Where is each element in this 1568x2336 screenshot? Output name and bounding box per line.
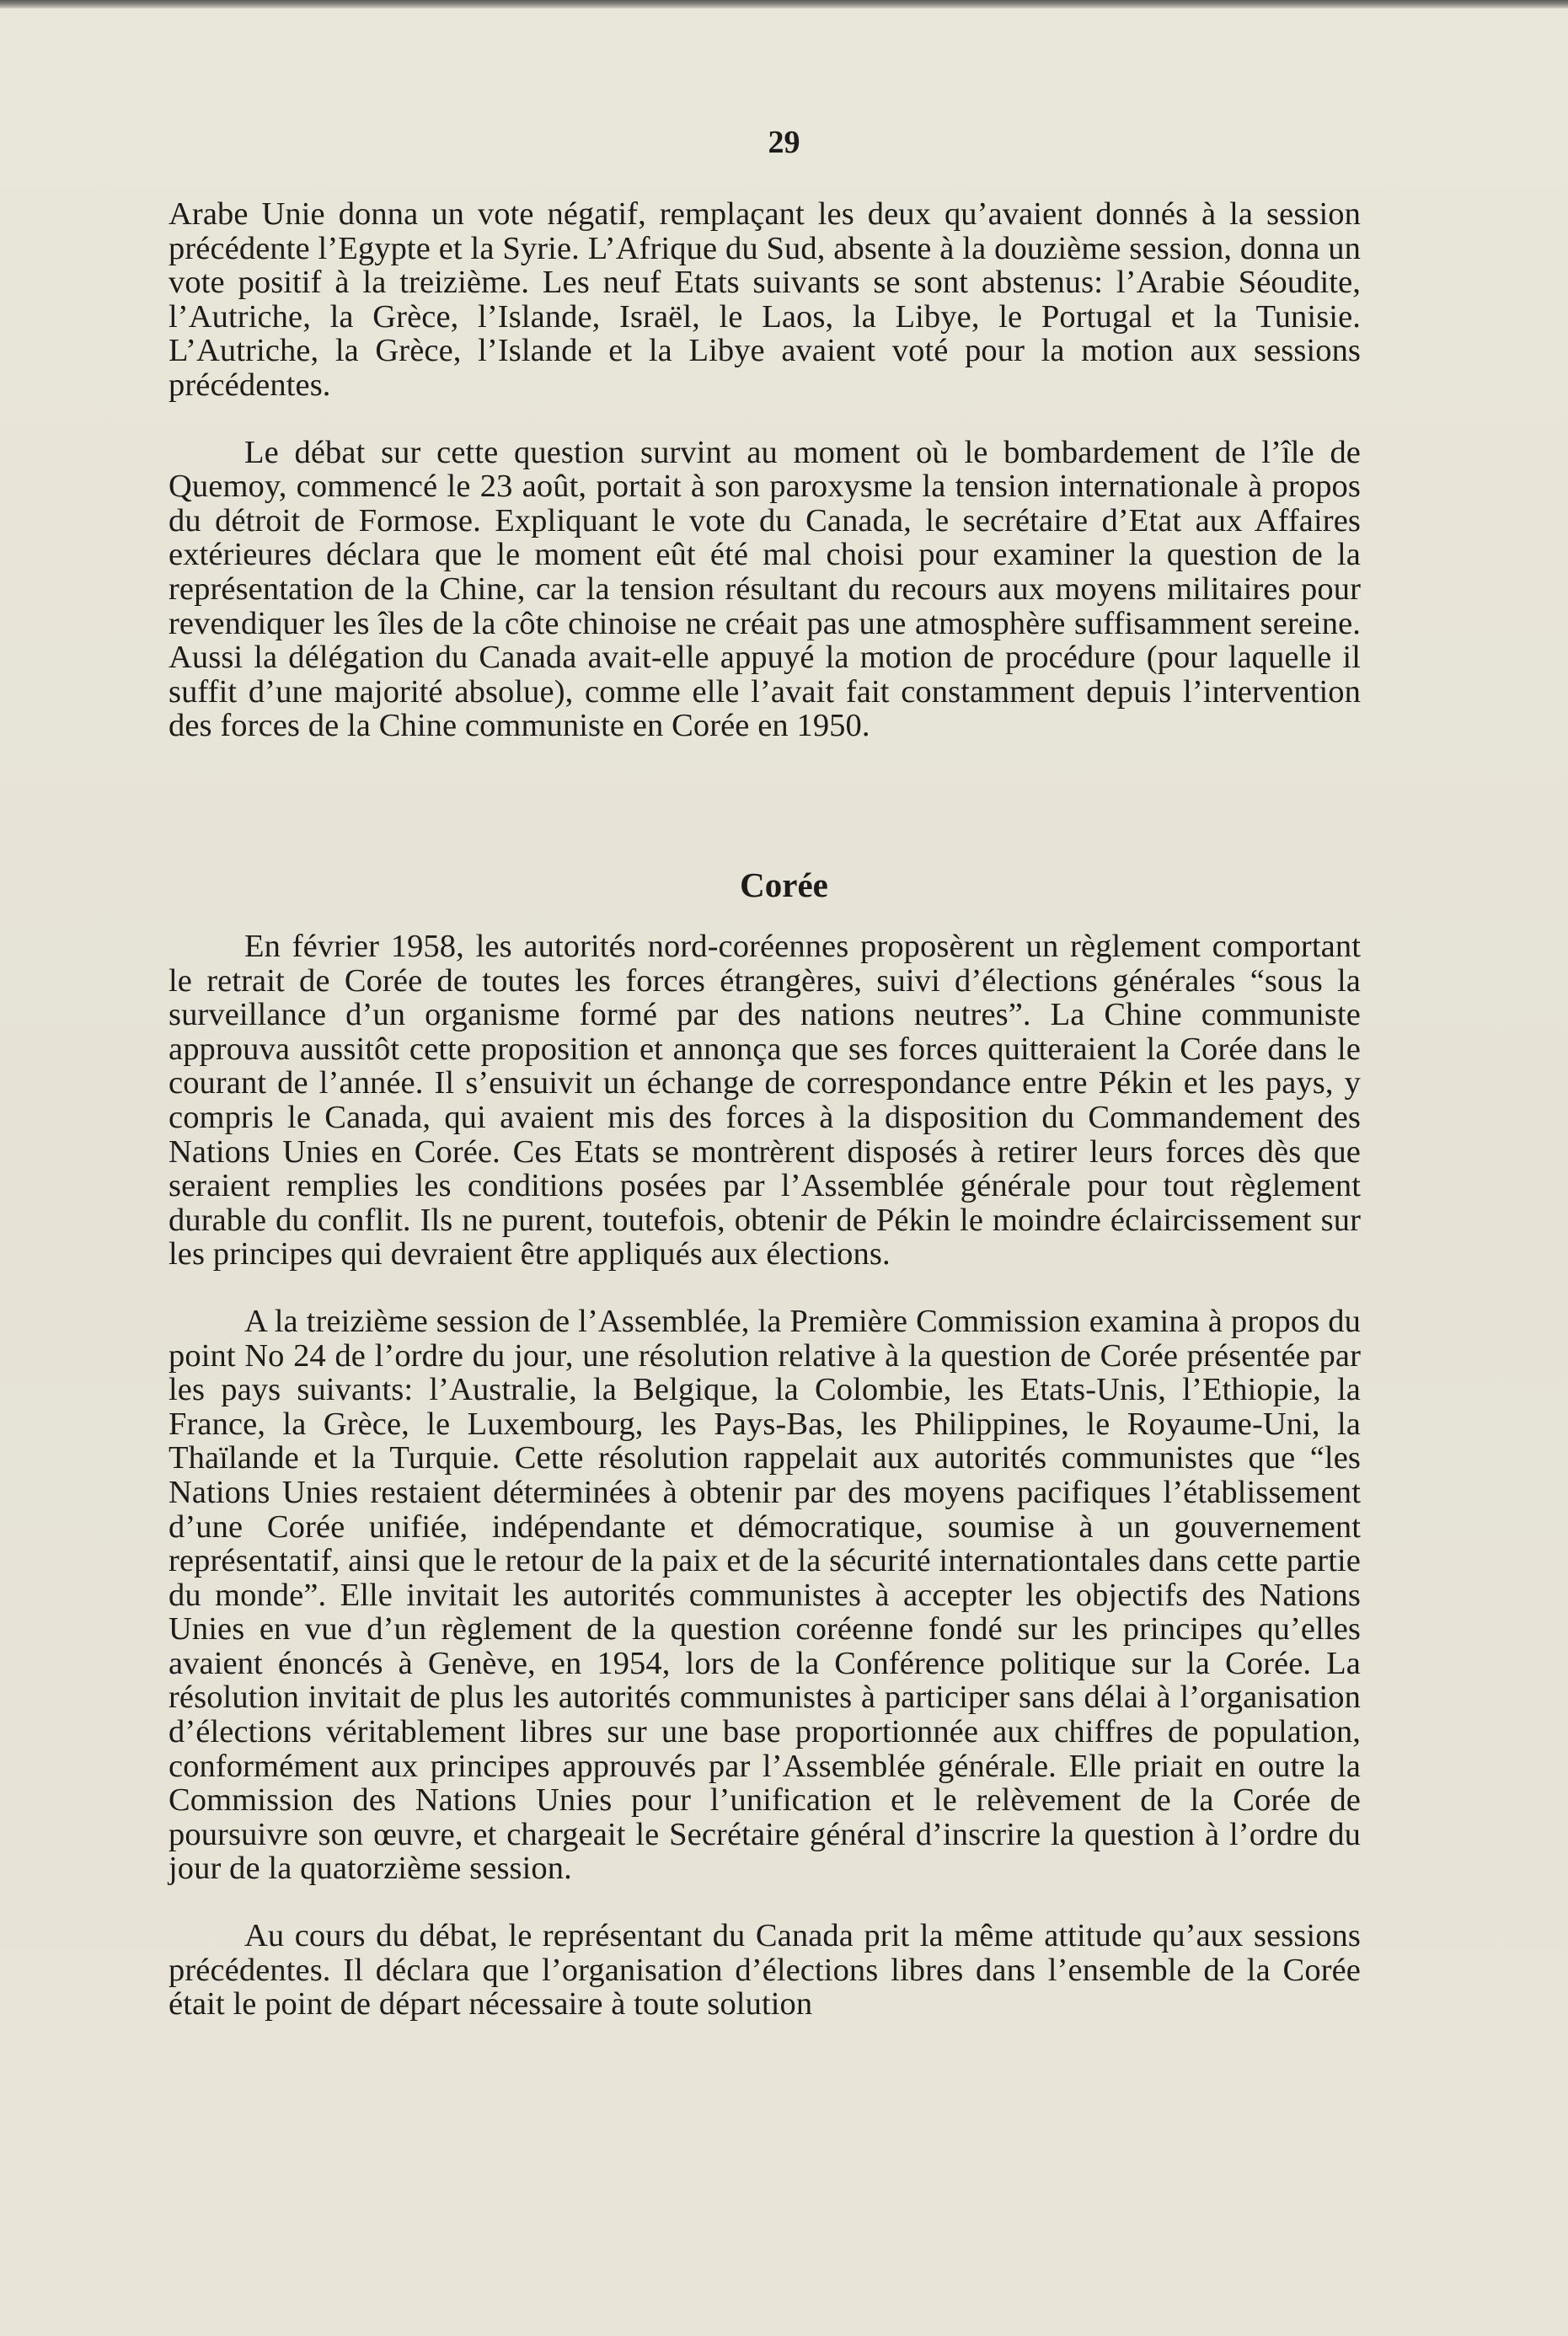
paragraph-2: Le débat sur cette question survint au moment où le bombardement de l’île de Quemoy, commencé le 23 août, portait à son paroxysme la tension internationale à propos du détroit de Formose. Expliquant le vote du Canada, le secrétaire d’Etat aux Affaires extérieures déclara que le moment eût été mal choisi pour examiner la question de la représentation de la Chine, car la tension résultant du recours aux moyens militaires pour revendiquer les îles de la côte chinoise ne créait pas une atmosphère suffisamment sereine. Aussi la délégation du Canada avait-elle appuyé la motion de procédure (pour laquelle il suffit d’une majorité absolue), comme elle l’avait fait constamment depuis l’intervention des forces de la Chine communiste en Corée en 1950. — [169, 434, 1361, 744]
section-heading-coree: Corée — [740, 865, 828, 904]
paragraph-1: Arabe Unie donna un vote négatif, remplaçant les deux qu’avaient donnés à la session précédente l’Egypte et la Syrie. L’Afrique du Sud, absente à la douzième session, donna un vote positif à la treizième. Les neuf Etats suivants se sont abstenus: l’Arabie Séoudite, l’Autriche, la Grèce, l’Islande, Israël, le Laos, la Libye, le Portugal et la Tunisie. L’Autriche, la Grèce, l’Islande et la Libye avaient voté pour la motion aux sessions précédentes. — [169, 196, 1361, 403]
section-2-body — [169, 930, 1361, 2022]
paragraph-3: En février 1958, les autorités nord-coréennes proposèrent un règlement comportant le retrait de Corée de toutes les forces étrangères, suivi d’élections générales “sous la surveillance d’un organisme formé par des nations neutres”. La Chine communiste approuva aussitôt cette proposition et annonça que ses forces quitteraient la Corée dans le courant de l’année. Il s’ensuivit un échange de correspondance entre Pékin et les pays, y compris le Canada, qui avaient mis des forces à la disposition du Commandement des Nations Unies en Corée. Ces Etats se montrèrent disposés à retirer leurs forces dès que seraient remplies les conditions posées par l’Assemblée générale pour tout règlement durable du conflit. Ils ne purent, toutefois, obtenir de Pékin le moindre éclaircissement sur les principes qui devraient être appliqués aux élections. — [169, 929, 1361, 1272]
section-1-body — [169, 197, 1361, 743]
paragraph-4: A la treizième session de l’Assemblée, la Première Commission examina à propos du point No 24 de l’ordre du jour, une résolution relative à la question de Corée présentée par les pays suivants: l’Australie, la Belgique, la Colombie, les Etats-Unis, l’Ethiopie, la France, la Grèce, le Luxembourg, les Pays-Bas, les Philippines, le Royaume-Uni, la Thaïlande et la Turquie. Cette résolution rappelait aux autorités communistes que “les Nations Unies restaient déterminées à obtenir par des moyens pacifiques l’établissement d’une Corée unifiée, indépendante et démocratique, soumise à un gouvernement représentatif, ainsi que le retour de la paix et de la sécurité internationtales dans cette partie du monde”. Elle invitait les autorités communistes à accepter les objectifs des Nations Unies en vue d’un règlement de la question coréenne fondé sur les principes qu’elles avaient énoncés à Genève, en 1954, lors de la Conférence politique sur la Corée. La résolution invitait de plus les autorités communistes à participer sans délai à l’organisation d’élections véritablement libres sur une base proportionnée aux chiffres de population, conformément aux principes approuvés par l’Assemblée générale. Elle priait en outre la Commission des Nations Unies pour l’unification et le relèvement de la Corée de poursuivre son œuvre, et chargeait le Secrétaire général d’inscrire la question à l’ordre du jour de la quatorzième session. — [169, 1303, 1361, 1887]
page-top-edge — [0, 0, 1568, 8]
page-number: 29 — [768, 125, 800, 160]
paragraph-5: Au cours du débat, le représentant du Canada prit la même attitude qu’aux sessions précédentes. Il déclara que l’organisation d’élections libres dans l’ensemble de la Corée était le point de départ nécessaire à toute solution — [169, 1918, 1361, 2023]
